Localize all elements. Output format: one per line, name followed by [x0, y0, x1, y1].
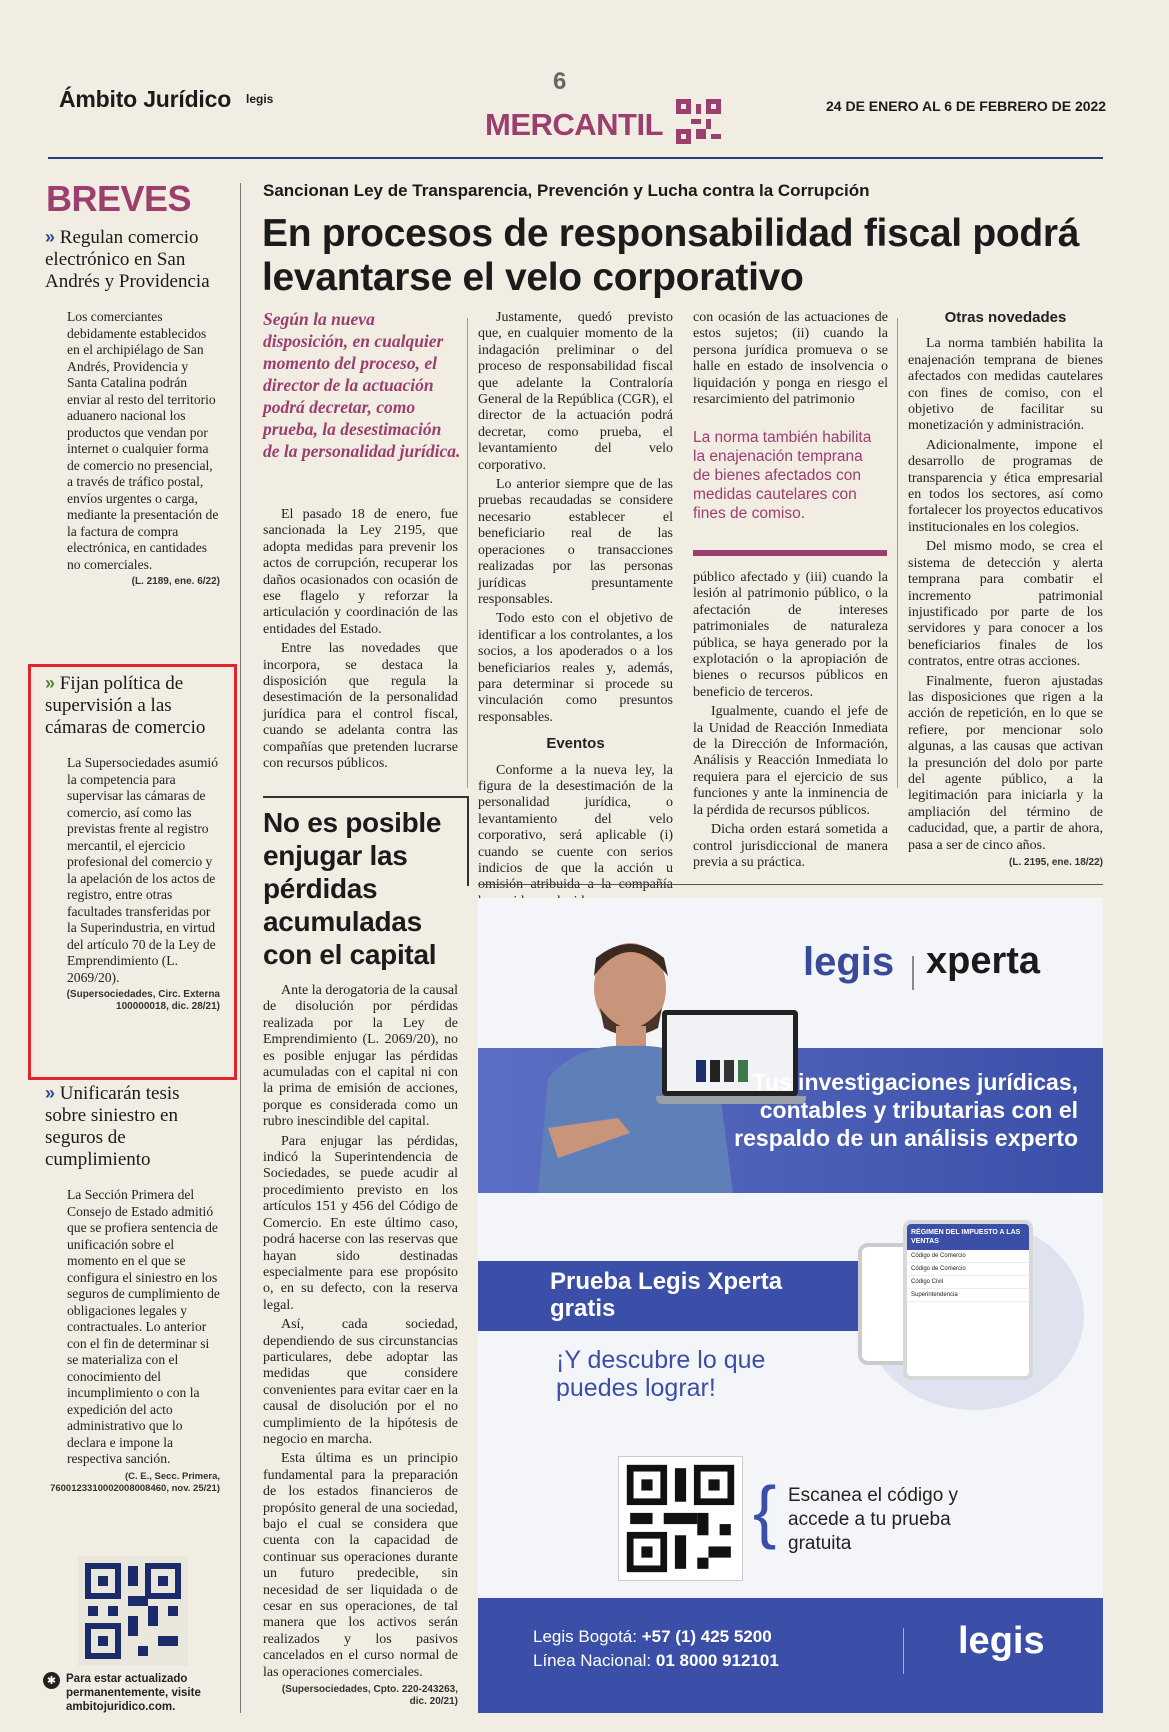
- breves-title: BREVES: [46, 178, 192, 219]
- breve-source: (Supersociedades, Circ. Externa 100000018, dic. 28/21): [66, 989, 220, 1012]
- col-divider: [897, 318, 898, 788]
- paragraph: Entre las novedades que incorpora, se destaca la disposición que regula la desestimación de la personalidad jurídica para el control fiscal, cuando se adelanta contra las compañías que pretenden lucrarse con recursos públicos.: [263, 641, 458, 772]
- paragraph: público afectado y (iii) cuando la lesión al patrimonio público, o la afectación de intereses patrimoniales de naturaleza pública, se haya generado por la explotación o la apropiación de bienes o recursos públicos en beneficio de terceros.: [693, 570, 888, 700]
- tablet-item: Superintendencia: [907, 1289, 1029, 1302]
- pull-quote-rule: [693, 550, 887, 556]
- breve-headline: » Fijan política de supervisión a las cámaras de comercio: [45, 673, 206, 738]
- article-col-3b: [693, 570, 888, 874]
- breve-headline: » Regulan comercio electrónico en San Andrés y Providencia: [45, 227, 210, 292]
- subhead-otras: Otras novedades: [944, 309, 1067, 326]
- brand-title: Ámbito Jurídico: [59, 86, 232, 112]
- tablet-screen: [903, 1220, 1033, 1380]
- paragraph: Lo anterior siempre que de las pruebas recaudadas se considere necesario establecer el beneficiario real de las operaciones o transacciones realizadas por las personas jurídicas presuntamente responsables.: [478, 477, 673, 607]
- article-bottom-rule: [478, 884, 1103, 885]
- subhead-eventos: Eventos: [546, 735, 605, 753]
- double-chevron-icon: »: [45, 227, 56, 247]
- section-title: MERCANTIL: [485, 107, 664, 142]
- national-label: Línea Nacional:: [533, 1651, 652, 1670]
- second-source: (Supersociedades, Cpto. 220-243263, dic. 20/21): [281, 1684, 458, 1708]
- col-divider: [467, 318, 468, 788]
- phone-label: Legis Bogotá:: [533, 1627, 637, 1646]
- header-rule: [48, 157, 1103, 159]
- issue-date: 24 DE ENERO AL 6 DE FEBRERO DE 2022: [826, 98, 1107, 114]
- breve-headline: » Unificarán tesis sobre siniestro en seguros de cumplimiento: [45, 1083, 180, 1170]
- paragraph: Conforme a la nueva ley, la figura de la desestimación de la personalidad jurídica, o levantamiento del velo corporativo, será aplicable (i) cuando se cuente con serios indicios de que la acción u: [478, 762, 673, 876]
- paragraph: Igualmente, cuando el jefe de la Unidad de Reacción Inmediata de la Dirección de Información, Análisis y Reacción Inmediata lo requiera para el ejercicio de sus funciones y ante la inminencia de la pérdida de recursos públicos.: [693, 704, 888, 818]
- bracket-icon: {: [753, 1472, 777, 1550]
- breve-body: La Sección Primera del Consejo de Estado admitió que se profiera sentencia de unificación sobre el momento en el que se configura el siniestro en los seguros de cumplimiento de obligaciones legales y contractuales. Lo anterior con el fin de determinar si se materializa con el conocimiento del incumplimiento o con la expedición del acto administrativo que lo declara e impone la respectiva sanción.: [67, 1187, 220, 1466]
- tablet-item: Código de Comercio: [907, 1250, 1029, 1263]
- national-line[interactable]: [533, 1651, 779, 1671]
- tablet-item: Código Civil: [907, 1276, 1029, 1289]
- article-col-4: [908, 310, 1103, 869]
- box-rule-top: [263, 796, 468, 798]
- paragraph: Finalmente, fueron ajustadas las disposiciones que rigen a la acción de repetición, en lo que se refiere, por mencionar solo algunas, a las causas que activan la presunción del dolo por parte del agente público, a la legitimación para iniciarla y la ampliación del término de caducidad, que, a partir de ahora, pasa a ser de cinco años.: [908, 673, 1103, 853]
- double-chevron-icon: »: [45, 673, 56, 693]
- phone-line[interactable]: [533, 1627, 772, 1647]
- footer-note[interactable]: Para estar actualizado permanentemente, visite ambitojuridico.com.: [66, 1673, 201, 1713]
- article-col-3: [693, 310, 888, 411]
- brand-sub: legis: [246, 92, 274, 106]
- footer-divider: [903, 1628, 904, 1674]
- breve-item-3: [45, 1082, 220, 1495]
- paragraph: La norma también habilita la enajenación temprana de bienes afectados con medidas cautelares con fines de comiso, con el objetivo de facilitar su monetización y administración.: [908, 336, 1103, 434]
- article-col-1: [263, 507, 458, 776]
- paragraph: Todo esto con el objetivo de identificar a los controlantes, a los socios, a los apoderados o a los beneficiarios reales y, además, para determinar si procede su vinculación como presuntos responsables.: [478, 611, 673, 725]
- qr-caption: Escanea el código y accede a tu prueba gratuita: [788, 1485, 959, 1554]
- sidebar-divider: [240, 183, 241, 1713]
- logo-divider: [912, 956, 914, 990]
- ad-panel[interactable]: [478, 898, 1103, 1713]
- second-headline: No es posible enjugar las pérdidas acumuladas con el capital: [263, 807, 442, 970]
- article-source: (L. 2195, ene. 18/22): [1009, 857, 1103, 868]
- paragraph: Esta última es un principio fundamental para la preparación de los estados financieros de propósito general de una sociedad, bajo el cual se considera que cuenta con la capacidad de continuar sus operaciones durante un futuro predecible, sin necesidad de ser liquidada o de cesar en sus operaciones, de tal manera que los activos serán realizados y los pasivos cancelados en el curso normal de las operaciones comerciales.: [263, 1451, 458, 1680]
- xperta-logo: xperta: [926, 940, 1041, 982]
- paragraph: Dicha orden estará sometida a control jurisdiccional de manera previa a su práctica.: [693, 822, 888, 870]
- article-col-2: [478, 310, 673, 913]
- qr-code-icon: [676, 99, 721, 144]
- footer-legis-logo: legis: [958, 1620, 1045, 1662]
- highlight-box: [28, 664, 237, 1080]
- second-article-body: [263, 983, 458, 1708]
- paragraph: Así, cada sociedad, dependiendo de sus circunstancias particulares, debe adoptar las medidas que considere convenientes para evitar caer en la causal de disolución por el no cumplimiento de la hipótesis de negocio en marcha.: [263, 1317, 458, 1447]
- double-chevron-icon: »: [45, 1083, 56, 1103]
- breve-source: (L. 2189, ene. 6/22): [131, 576, 220, 587]
- article-lead: Según la nueva disposición, en cualquier momento del proceso, el director de la actuación podrá decretar, como prueba, la desestimación de la personalidad jurídica.: [263, 309, 461, 461]
- paragraph: Ante la derogatoria de la causal de disolución por pérdidas realizada por la Ley de Emprendimiento (L. 2069/20), no es posible enjugar las pérdidas acumuladas con el capital ni con la prima de emisión de acciones, porque es considerada como un rubro inescindible del capital.: [263, 983, 458, 1130]
- tablet-title: RÉGIMEN DEL IMPUESTO A LAS VENTAS: [907, 1224, 1029, 1250]
- info-icon: ✱: [43, 1672, 60, 1689]
- ad-headline: Tus investigaciones jurídicas, contables y tributarias con el respaldo de un análisis experto: [734, 1069, 1078, 1151]
- paragraph: Del mismo modo, se crea el sistema de detección y alerta temprana para combatir el incremento patrimonial injustificado por parte de los servidores y para conocer a los beneficiarios finales de los contratos, entre otras acciones.: [908, 539, 1103, 670]
- cta-text[interactable]: Prueba Legis Xperta gratis: [550, 1268, 783, 1322]
- pull-quote: La norma también habilita la enajenación temprana de bienes afectados con medidas cautelares con fines de comiso.: [693, 429, 872, 522]
- national-number: 01 8000 912101: [655, 1651, 779, 1670]
- tablet-item: Código de Comercio: [907, 1263, 1029, 1276]
- paragraph: El pasado 18 de enero, fue sancionada la Ley 2195, que adopta medidas para prevenir los actos de corrupción, recuperar los daños ocasionados con ocasión de ese flagelo y reforzar la articulación y coordinación de las entidades del Estado.: [263, 507, 458, 637]
- article-headline: En procesos de responsabilidad fiscal podrá levantarse el velo corporativo: [262, 212, 1080, 299]
- breve-body: Los comerciantes debidamente establecidos en el archipiélago de San Andrés, Providencia y Santa Catalina podrán enviar al resto del territorio aduanero nacional los productos que vendan por internet o cualquier forma de comercio no presencial, a través de tráfico postal, envíos urgentes o carga, mediante la presentación de la factura de compra electrónica, en cantidades no comerciales.: [67, 309, 219, 572]
- page-number: 6: [553, 68, 567, 95]
- paragraph: Adicionalmente, impone el desarrollo de programas de transparencia y ética empresarial en todos los sectores, así como fortalecer los proyectos educativos institucionales en los colegios.: [908, 437, 1103, 535]
- legis-logo: legis: [803, 940, 895, 984]
- breve-body: La Supersociedades asumió la competencia para supervisar las cámaras de comercio, así como las previstas frente al registro mercantil, el ejercicio profesional del comercio y la apelación de los actos de registro, entre otras facultades transferidas por la Superindustria, en virtud del artículo 70 de la Ley de Emprendimiento (L. 2069/20).: [67, 755, 218, 985]
- breve-source: (C. E., Secc. Primera, 76001233100020080084​60, nov. 25/21): [50, 1470, 220, 1494]
- qr-code-icon[interactable]: [78, 1556, 188, 1666]
- paragraph: Justamente, quedó previsto que, en cualquier momento de la indagación preliminar o del proceso de responsabilidad fiscal que adelante la Contraloría General de la República (CGR), el director de la actuación podrá decretar, como prueba, el levantamiento del velo corporativo.: [478, 310, 673, 473]
- ad-subline: ¡Y descubre lo que puedes lograr!: [556, 1346, 766, 1402]
- article-kicker: Sancionan Ley de Transparencia, Prevención y Lucha contra la Corrupción: [263, 181, 870, 200]
- paragraph: con ocasión de las actuaciones de estos sujetos; (ii) cuando la persona jurídica promueva o se halle en estado de insolvencia o liquidación y ponga en riesgo el resarcimiento del patrimonio: [693, 310, 888, 408]
- breve-item-1: [45, 226, 220, 588]
- paragraph: Para enjugar las pérdidas, indicó la Superintendencia de Sociedades, se puede acudir al procedimiento previsto en los artículos 151 y 456 del Código de Comercio. En este último caso, podrá hacerse con las reservas que hayan sido destinadas especialmente para ese propósito o, en su defecto, con la reserva legal.: [263, 1133, 458, 1313]
- phone-number: +57 (1) 425 5200: [641, 1627, 772, 1646]
- ad-qr-code-icon[interactable]: [618, 1456, 743, 1581]
